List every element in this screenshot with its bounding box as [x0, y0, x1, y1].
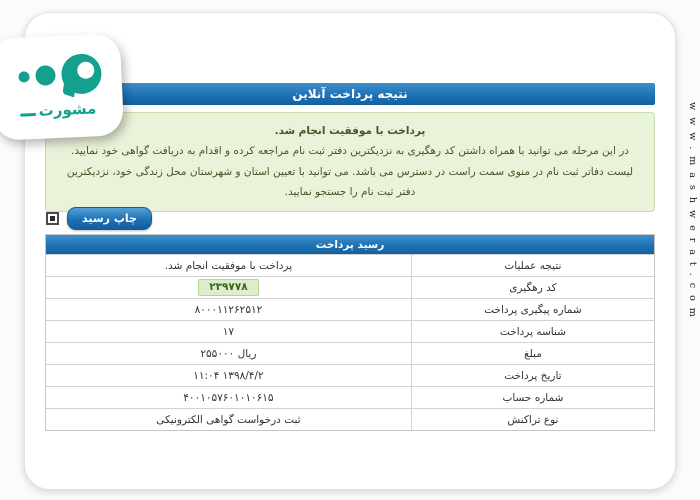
table-row	[46, 342, 654, 364]
logo-dot-medium-icon	[35, 65, 56, 86]
logo-bubbles-icon	[17, 53, 102, 97]
logo-dot-small-icon	[18, 71, 29, 82]
row-value: ۲۵۵۰۰۰ ریال	[200, 347, 257, 360]
logo-wordmark-dash	[20, 112, 36, 116]
receipt-rows	[46, 254, 654, 430]
table-row	[46, 386, 654, 408]
receipt-table-title: رسید پرداخت	[46, 235, 654, 254]
row-value: ثبت درخواست گواهی الکترونیکی	[156, 413, 301, 426]
row-label: مبلغ	[411, 343, 654, 364]
row-value: ۱۷	[222, 325, 235, 338]
row-value: پرداخت با موفقیت انجام شد.	[164, 259, 293, 272]
row-label: کد رهگیری	[411, 277, 654, 298]
success-message-line1: پرداخت با موفقیت انجام شد.	[274, 125, 426, 137]
row-label: شماره پیگیری پرداخت	[411, 299, 654, 320]
row-value: ۸۰۰۰۱۱۲۶۲۵۱۲	[194, 303, 263, 316]
table-row	[46, 364, 654, 386]
receipt-table	[45, 234, 655, 431]
row-label: شناسه پرداخت	[411, 321, 654, 342]
row-value	[46, 277, 411, 298]
row-label: شماره حساب	[411, 387, 654, 408]
row-value: ۱۱:۰۴ ۱۳۹۸/۴/۲	[193, 369, 264, 382]
row-label: نتیجه عملیات	[411, 255, 654, 276]
logo-wordmark-row	[19, 99, 96, 120]
success-message-line3: لیست دفاتر ثبت نام در منوی سمت راست در دسترس می باشد. می توانید با تعیین استان و شهرستان محل زندگی خود، نزدیکترین دفتر ثبت نام را جستجو نمایید.	[66, 165, 634, 199]
table-row	[46, 276, 654, 298]
success-message-line2: در این مرحله می توانید با همراه داشتن کد رهگیری به نزدیکترین دفتر ثبت نام مراجعه کرده و اقدام به دریافت گواهی خود نمایید.	[71, 145, 629, 158]
print-row	[46, 206, 152, 230]
logo-wordmark: مشورت	[38, 99, 97, 120]
table-row	[46, 320, 654, 342]
row-label: نوع تراکنش	[411, 409, 654, 430]
row-value: ۴۰۰۱۰۵۷۶۰۱۰۱۰۶۱۵	[183, 391, 274, 404]
success-message-box	[45, 112, 655, 212]
website-url-vertical: www.mashwerat.com	[687, 102, 698, 324]
table-row	[46, 254, 654, 276]
print-receipt-button[interactable]: چاپ رسید	[67, 207, 152, 230]
tracking-code-badge: ۲۳۹۷۷۸	[198, 279, 258, 296]
page-title: نتیجه پرداخت آنلاین	[45, 83, 655, 105]
table-row	[46, 408, 654, 430]
row-label: تاریخ پرداخت	[411, 365, 654, 386]
table-row	[46, 298, 654, 320]
logo-speech-bubble-icon	[60, 53, 102, 95]
print-option-checkbox-icon[interactable]	[46, 212, 59, 225]
brand-logo	[0, 33, 124, 141]
